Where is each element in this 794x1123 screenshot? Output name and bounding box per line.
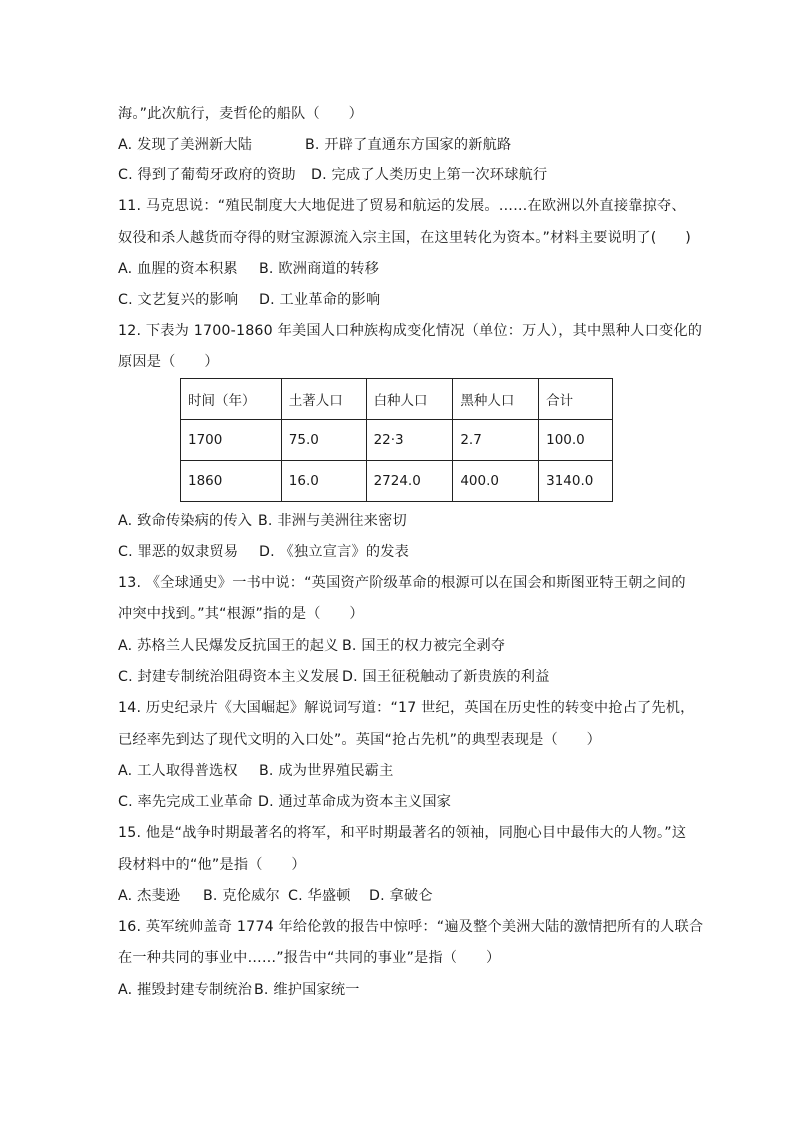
q13-stem-line2: 冲突中找到。”其“根源”指的是（ ）	[118, 606, 364, 622]
q11-option-d[interactable]: D. 工业革命的影响	[259, 292, 381, 308]
q11-option-b[interactable]: B. 欧洲商道的转移	[259, 261, 380, 277]
table-cell: 100.0	[539, 420, 613, 461]
q14-stem-line2: 已经率先到达了现代文明的入口处”。英国“抢占先机”的典型表现是（ ）	[118, 732, 602, 748]
q14-option-d[interactable]: D. 通过革命成为资本主义国家	[258, 794, 452, 810]
q14-stem-line1: 14. 历史纪录片《大国崛起》解说词写道：“17 世纪，英国在历史性的转变中抢占了先机，	[118, 700, 695, 716]
q13-option-a[interactable]: A. 苏格兰人民爆发反抗国王的起义	[118, 638, 339, 654]
table-header-cell: 土著人口	[281, 379, 366, 420]
q15-option-d[interactable]: D. 拿破仑	[369, 888, 433, 904]
q14-option-a[interactable]: A. 工人取得普选权	[118, 763, 238, 779]
table-row	[181, 420, 613, 461]
q12-stem-line1: 12. 下表为 1700-1860 年美国人口种族构成变化情况（单位：万人），其中黑种人口变化的	[118, 323, 703, 339]
table-cell: 22·3	[366, 420, 453, 461]
q11-stem-line2: 奴役和杀人越货而夺得的财宝源源流入宗主国，在这里转化为资本。”材料主要说明了( )	[118, 230, 692, 246]
q10-option-b[interactable]: B. 开辟了直通东方国家的新航路	[305, 137, 512, 153]
table-cell: 2724.0	[366, 461, 453, 502]
table-cell: 1860	[181, 461, 282, 502]
table-row	[181, 461, 613, 502]
table-cell: 3140.0	[539, 461, 613, 502]
table-header-cell: 白种人口	[366, 379, 453, 420]
q10-option-c[interactable]: C. 得到了葡萄牙政府的资助	[118, 167, 296, 183]
table-header-cell: 黑种人口	[453, 379, 539, 420]
table-header-cell: 时间（年）	[181, 379, 282, 420]
q15-option-a[interactable]: A. 杰斐逊	[118, 888, 181, 904]
q16-stem-line1: 16. 英军统帅盖奇 1774 年给伦敦的报告中惊呼：“遍及整个美洲大陆的激情把所有的人联合	[118, 919, 704, 935]
q10-option-d[interactable]: D. 完成了人类历史上第一次环球航行	[311, 167, 548, 183]
q14-option-c[interactable]: C. 率先完成工业革命	[118, 794, 253, 810]
q11-option-c[interactable]: C. 文艺复兴的影响	[118, 292, 239, 308]
q12-stem-line2: 原因是（ ）	[118, 354, 219, 370]
q12-option-d[interactable]: D. 《独立宣言》的发表	[259, 544, 410, 560]
q16-option-b[interactable]: B. 维护国家统一	[254, 982, 360, 998]
table-cell: 400.0	[453, 461, 539, 502]
q13-stem-line1: 13. 《全球通史》一书中说：“英国资产阶级革命的根源可以在国会和斯图亚特王朝之间的	[118, 575, 686, 591]
table-cell: 16.0	[281, 461, 366, 502]
q11-stem-line1: 11. 马克思说：“殖民制度大大地促进了贸易和航运的发展。……在欧洲以外直接靠掠夺、	[118, 198, 686, 214]
q12-option-c[interactable]: C. 罪恶的奴隶贸易	[118, 544, 239, 560]
table-header-cell: 合计	[539, 379, 613, 420]
table-cell: 1700	[181, 420, 282, 461]
q12-option-b[interactable]: B. 非洲与美洲往来密切	[258, 513, 407, 529]
q16-stem-line2: 在一种共同的事业中……”报告中“共同的事业”是指（ ）	[118, 950, 501, 966]
q15-option-c[interactable]: C. 华盛顿	[288, 888, 351, 904]
q13-option-d[interactable]: D. 国王征税触动了新贵族的利益	[342, 669, 550, 685]
table-header-row	[181, 379, 613, 420]
q12-option-a[interactable]: A. 致命传染病的传入	[118, 513, 253, 529]
q14-option-b[interactable]: B. 成为世界殖民霸主	[259, 763, 394, 779]
q10-option-a[interactable]: A. 发现了美洲新大陆	[118, 137, 253, 153]
q15-stem-line1: 15. 他是“战争时期最著名的将军，和平时期最著名的领袖，同胞心目中最伟大的人物。”这	[118, 825, 687, 841]
q10-stem-end: 海。”此次航行，麦哲伦的船队（ ）	[118, 106, 364, 122]
population-table	[180, 378, 613, 502]
q16-option-a[interactable]: A. 摧毁封建专制统治	[118, 982, 253, 998]
q15-stem-line2: 段材料中的“他”是指（ ）	[118, 857, 306, 873]
q15-option-b[interactable]: B. 克伦威尔	[203, 888, 280, 904]
q13-option-b[interactable]: B. 国王的权力被完全剥夺	[342, 638, 506, 654]
table-cell: 75.0	[281, 420, 366, 461]
q11-option-a[interactable]: A. 血腥的资本积累	[118, 261, 238, 277]
table-cell: 2.7	[453, 420, 539, 461]
q13-option-c[interactable]: C. 封建专制统治阻碍资本主义发展	[118, 669, 339, 685]
